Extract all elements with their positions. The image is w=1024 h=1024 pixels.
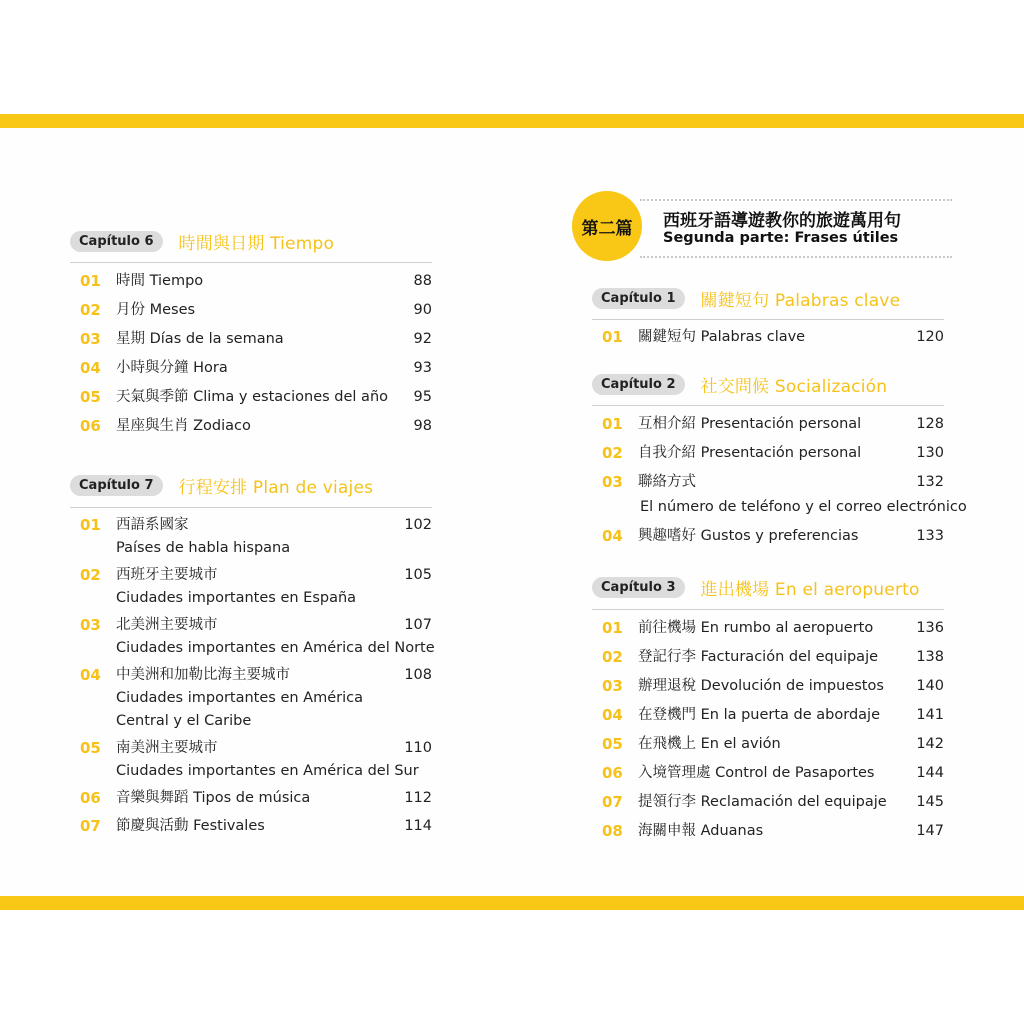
entry-title: 互相介紹 Presentación personal [638,416,862,432]
entry-page: 92 [413,331,432,347]
entry-title: 星座與生肖 Zodiaco [116,418,251,434]
chapter-divider [592,405,944,406]
part-subtitle: Segunda parte: Frases útiles [663,230,899,246]
entry-title: 入境管理處 Control de Pasaportes [638,765,875,781]
entry-number: 01 [602,415,623,433]
entry-subtitle: Ciudades importantes en España [116,590,357,606]
entry-page: 136 [916,620,944,636]
entry-number: 01 [80,272,101,290]
entry-title: 在登機門 En la puerta de abordaje [638,707,880,723]
entry-title: 音樂與舞蹈 Tipos de música [116,790,311,806]
entry-title: 在飛機上 En el avión [638,736,781,752]
entry-number: 02 [602,648,623,666]
entry-page: 102 [404,517,432,533]
entry-page: 107 [404,617,432,633]
entry-page: 130 [916,445,944,461]
entry-title: 月份 Meses [116,302,196,318]
bottom-yellow-band [0,896,1024,910]
entry-page: 95 [413,389,432,405]
entry-title: 海關申報 Aduanas [638,823,764,839]
part-header-dotted-bottom [640,256,952,258]
entry-title: 西語系國家 [116,517,189,533]
entry-page: 112 [404,790,432,806]
entry-subtitle: Ciudades importantes en América del Norte [116,640,435,656]
entry-number: 06 [80,417,101,435]
entry-number: 03 [602,677,623,695]
entry-number: 03 [602,473,623,491]
entry-title: 辦理退稅 Devolución de impuestos [638,678,884,694]
entry-page: 132 [916,474,944,490]
entry-page: 140 [916,678,944,694]
chapter-divider [592,609,944,610]
entry-title: 興趣嗜好 Gustos y preferencias [638,528,859,544]
entry-number: 04 [80,666,101,684]
part-badge: 第二篇 [572,191,642,261]
entry-subtitle: Ciudades importantes en América del Sur [116,763,419,779]
entry-number: 06 [602,764,623,782]
entry-page: 133 [916,528,944,544]
entry-title: 天氣與季節 Clima y estaciones del año [116,389,389,405]
entry-page: 128 [916,416,944,432]
entry-title: 登記行李 Facturación del equipaje [638,649,879,665]
entry-title: 聯絡方式 [638,474,696,490]
chapter-title: 社交問候 Socialización [700,377,888,397]
chapter-3-heading [592,575,920,600]
entry-number: 02 [602,444,623,462]
entry-page: 88 [413,273,432,289]
entry-subtitle-line2: Central y el Caribe [116,713,252,729]
entry-page: 108 [404,667,432,683]
entry-number: 04 [602,706,623,724]
chapter-pill: Capítulo 2 [592,374,685,395]
chapter-pill: Capítulo 6 [70,231,163,252]
entry-page: 138 [916,649,944,665]
entry-title: 南美洲主要城市 [116,740,218,756]
entry-number: 01 [602,619,623,637]
entry-number: 04 [80,359,101,377]
entry-page: 114 [404,818,432,834]
entry-number: 05 [80,739,101,757]
entry-title: 北美洲主要城市 [116,617,218,633]
entry-page: 98 [413,418,432,434]
chapter-2-heading [592,372,887,397]
entry-page: 120 [916,329,944,345]
chapter-1-heading [592,286,900,311]
chapter-title: 關鍵短句 Palabras clave [700,291,901,311]
entry-page: 141 [916,707,944,723]
entry-title: 星期 Días de la semana [116,331,284,347]
entry-number: 05 [80,388,101,406]
chapter-title: 行程安排 Plan de viajes [178,478,374,498]
entry-number: 03 [80,330,101,348]
entry-subtitle: El número de teléfono y el correo electrónico [640,499,967,515]
entry-page: 90 [413,302,432,318]
entry-number: 01 [602,328,623,346]
entry-title: 中美洲和加勒比海主要城市 [116,667,290,683]
chapter-pill: Capítulo 3 [592,577,685,598]
entry-title: 節慶與活動 Festivales [116,818,265,834]
entry-number: 02 [80,301,101,319]
entry-title: 關鍵短句 Palabras clave [638,329,806,345]
entry-title: 小時與分鐘 Hora [116,360,228,376]
chapter-divider [592,319,944,320]
entry-title: 前往機場 En rumbo al aeropuerto [638,620,874,636]
entry-page: 142 [916,736,944,752]
part-title: 西班牙語導遊教你的旅遊萬用句 [663,211,901,231]
entry-page: 144 [916,765,944,781]
chapter-pill: Capítulo 7 [70,475,163,496]
chapter-divider [70,262,432,263]
entry-number: 07 [602,793,623,811]
top-yellow-band [0,114,1024,128]
entry-number: 06 [80,789,101,807]
entry-title: 西班牙主要城市 [116,567,218,583]
entry-number: 02 [80,566,101,584]
entry-number: 08 [602,822,623,840]
entry-subtitle: Países de habla hispana [116,540,291,556]
entry-number: 01 [80,516,101,534]
entry-number: 04 [602,527,623,545]
entry-title: 時間 Tiempo [116,273,204,289]
chapter-title: 時間與日期 Tiempo [178,234,335,254]
entry-page: 147 [916,823,944,839]
entry-title: 提領行李 Reclamación del equipaje [638,794,887,810]
entry-title: 自我介紹 Presentación personal [638,445,862,461]
entry-page: 110 [404,740,432,756]
entry-subtitle: Ciudades importantes en América [116,690,363,706]
entry-page: 105 [404,567,432,583]
entry-number: 07 [80,817,101,835]
entry-number: 05 [602,735,623,753]
chapter-title: 進出機場 En el aeropuerto [700,580,920,600]
chapter-divider [70,507,432,508]
entry-page: 145 [916,794,944,810]
entry-page: 93 [413,360,432,376]
chapter-7-heading [70,473,373,498]
entry-number: 03 [80,616,101,634]
chapter-6-heading [70,229,334,254]
part-header-dotted-top [640,199,952,201]
chapter-pill: Capítulo 1 [592,288,685,309]
